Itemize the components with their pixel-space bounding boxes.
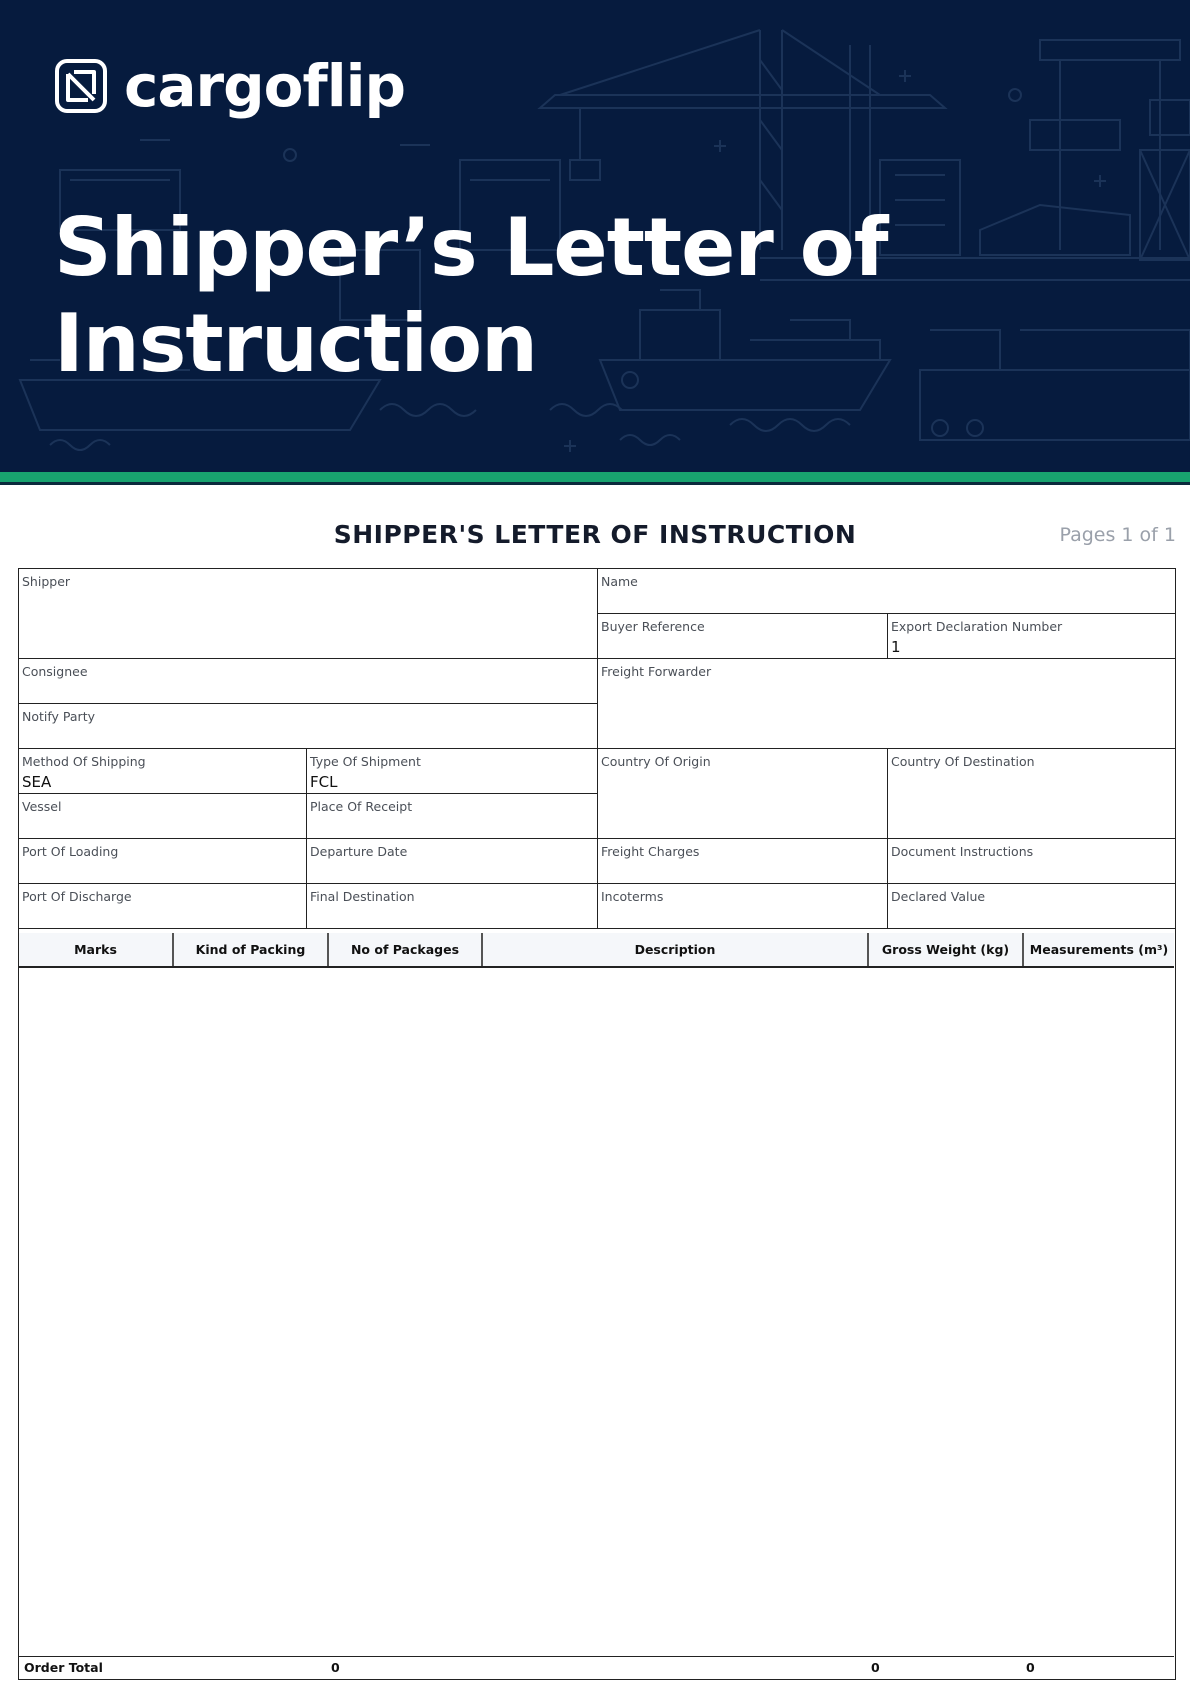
column-header-description: Description	[483, 933, 869, 966]
gross-weight-total: 0	[871, 1660, 880, 1675]
field-document-instructions[interactable]	[888, 839, 1175, 884]
field-label: Type Of Shipment	[310, 754, 421, 769]
field-label: Vessel	[22, 799, 62, 814]
column-header-measurements: Measurements (m³)	[1029, 942, 1169, 957]
field-label: Shipper	[22, 574, 71, 589]
field-label: Document Instructions	[891, 844, 1034, 859]
field-value: FCL	[310, 773, 338, 791]
field-name[interactable]	[598, 569, 1175, 614]
goods-table-body[interactable]	[19, 968, 1174, 1658]
field-buyer-reference[interactable]	[598, 614, 888, 659]
hero-title-line2: Instruction	[54, 297, 537, 390]
field-label: Final Destination	[310, 889, 415, 904]
field-label: Country Of Destination	[891, 754, 1035, 769]
order-total-label: Order Total	[24, 1660, 103, 1675]
hero-banner	[0, 0, 1190, 472]
field-value: SEA	[22, 773, 52, 791]
measurements-total: 0	[1026, 1660, 1035, 1675]
column-header-no-of-packages: No of Packages	[329, 933, 483, 966]
field-notify-party[interactable]	[19, 704, 598, 749]
field-label: Incoterms	[601, 889, 664, 904]
field-method-of-shipping[interactable]	[19, 749, 307, 794]
field-vessel[interactable]	[19, 794, 307, 839]
field-consignee[interactable]	[19, 659, 598, 704]
field-freight-forwarder[interactable]	[598, 659, 1175, 749]
field-label: Departure Date	[310, 844, 408, 859]
field-freight-charges[interactable]	[598, 839, 888, 884]
field-label: Freight Charges	[601, 844, 700, 859]
accent-bar-shadow	[0, 482, 1190, 485]
field-departure-date[interactable]	[307, 839, 598, 884]
field-shipper[interactable]	[19, 569, 598, 659]
packages-total: 0	[331, 1660, 340, 1675]
field-label: Place Of Receipt	[310, 799, 413, 814]
field-port-of-loading[interactable]	[19, 839, 307, 884]
field-value: 1	[891, 638, 901, 656]
field-label: Buyer Reference	[601, 619, 705, 634]
field-final-destination[interactable]	[307, 884, 598, 929]
field-export-declaration-number[interactable]	[888, 614, 1175, 659]
field-label: Freight Forwarder	[601, 664, 712, 679]
hero-title-line1: Shipper’s Letter of	[54, 201, 888, 294]
field-place-of-receipt[interactable]	[307, 794, 598, 839]
column-header-kind-of-packing: Kind of Packing	[174, 933, 329, 966]
brand-name: cargoflip	[124, 52, 405, 120]
field-incoterms[interactable]	[598, 884, 888, 929]
field-country-of-origin[interactable]	[598, 749, 888, 839]
field-label: Export Declaration Number	[891, 619, 1063, 634]
field-label: Country Of Origin	[601, 754, 711, 769]
document-title: SHIPPER'S LETTER OF INSTRUCTION	[333, 520, 857, 549]
brand-logo	[54, 52, 405, 120]
field-label: Port Of Discharge	[22, 889, 132, 904]
field-declared-value[interactable]	[888, 884, 1175, 929]
column-header-gross-weight: Gross Weight (kg)	[869, 933, 1024, 966]
goods-table-header	[19, 933, 1174, 968]
page-counter: Pages 1 of 1	[1059, 524, 1176, 546]
field-country-of-destination[interactable]	[888, 749, 1175, 839]
order-total-row	[19, 1656, 1174, 1679]
field-label: Declared Value	[891, 889, 986, 904]
instruction-form	[18, 568, 1176, 1680]
field-label: Method Of Shipping	[22, 754, 146, 769]
field-label: Name	[601, 574, 638, 589]
column-header-marks: Marks	[19, 933, 174, 966]
cargoflip-logo-icon	[54, 58, 108, 114]
hero-title	[54, 200, 1054, 392]
field-label: Consignee	[22, 664, 88, 679]
field-port-of-discharge[interactable]	[19, 884, 307, 929]
field-label: Port Of Loading	[22, 844, 119, 859]
field-type-of-shipment[interactable]	[307, 749, 598, 794]
field-label: Notify Party	[22, 709, 95, 724]
